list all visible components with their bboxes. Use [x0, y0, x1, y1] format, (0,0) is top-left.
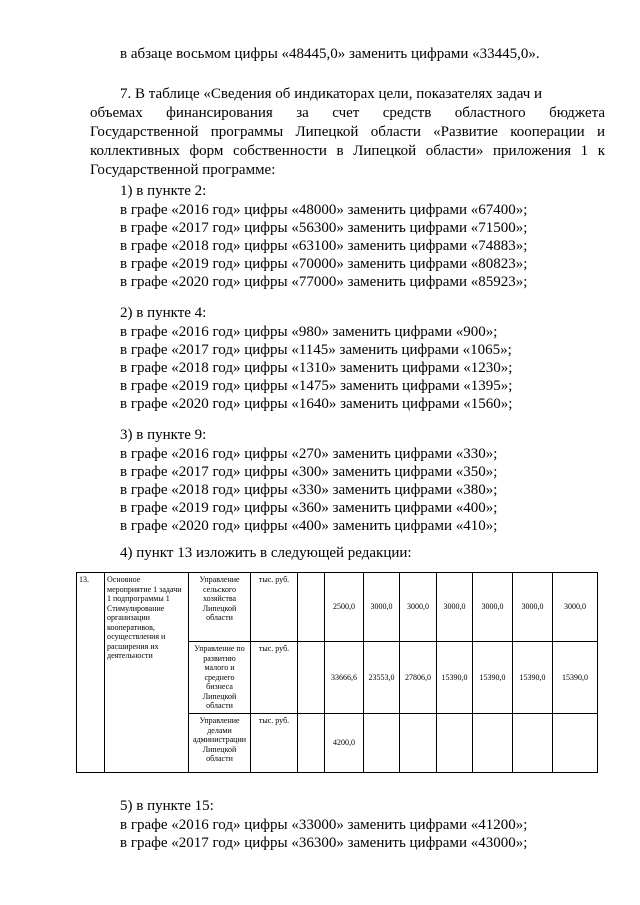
section1-heading: 1) в пункте 2:	[120, 183, 207, 199]
unit-cell: тыс. руб.	[251, 714, 298, 773]
value-cell	[298, 642, 325, 714]
value-cell: 3000,0	[553, 573, 598, 642]
section3-line: в графе «2019 год» цифры «360» заменить цифрами «400»;	[120, 500, 498, 516]
section1-line: в графе «2019 год» цифры «70000» заменить цифрами «80823»;	[120, 256, 528, 272]
executor-cell: Управление делами администрации Липецкой области	[189, 714, 251, 773]
item7-line-1: 7. В таблице «Сведения об индикаторах цели, показателях задач и	[120, 86, 543, 102]
unit-cell: тыс. руб.	[251, 642, 298, 714]
value-cell: 27806,0	[400, 642, 437, 714]
section3-line: в графе «2020 год» цифры «400» заменить цифрами «410»;	[120, 518, 498, 534]
unit-cell: тыс. руб.	[251, 573, 298, 642]
item7-line-3: Государственной программы Липецкой области «Развитие кооперации и	[90, 124, 605, 140]
section2-heading: 2) в пункте 4:	[120, 305, 207, 321]
value-cell	[513, 714, 553, 773]
item4-heading: 4) пункт 13 изложить в следующей редакции:	[120, 545, 412, 561]
section3-heading: 3) в пункте 9:	[120, 427, 207, 443]
section5-line: в графе «2016 год» цифры «33000» заменить цифрами «41200»;	[120, 817, 528, 833]
section2-line: в графе «2019 год» цифры «1475» заменить цифрами «1395»;	[120, 378, 513, 394]
value-cell	[473, 714, 513, 773]
value-cell: 3000,0	[364, 573, 400, 642]
value-cell: 33666,6	[325, 642, 364, 714]
item7-line-5: Государственной программе:	[90, 162, 276, 178]
section3-line: в графе «2018 год» цифры «330» заменить цифрами «380»;	[120, 482, 498, 498]
value-cell: 3000,0	[400, 573, 437, 642]
measure-name: Основное мероприятие 1 задачи 1 подпрограммы 1 Стимулирование организации кооперативов, осуществления и расширения их деятельности	[105, 573, 189, 773]
section1-line: в графе «2018 год» цифры «63100» заменить цифрами «74883»;	[120, 238, 528, 254]
table-row	[77, 573, 598, 642]
value-cell: 15390,0	[553, 642, 598, 714]
executor-cell: Управление по развитию малого и среднего бизнеса Липецкой области	[189, 642, 251, 714]
value-cell: 15390,0	[473, 642, 513, 714]
program-table	[76, 572, 598, 773]
section3-line: в графе «2016 год» цифры «270» заменить цифрами «330»;	[120, 446, 498, 462]
value-cell	[553, 714, 598, 773]
value-cell: 23553,0	[364, 642, 400, 714]
section1-line: в графе «2016 год» цифры «48000» заменить цифрами «67400»;	[120, 202, 528, 218]
value-cell	[400, 714, 437, 773]
executor-cell: Управление сельского хозяйства Липецкой области	[189, 573, 251, 642]
row-number: 13.	[77, 573, 105, 773]
value-cell	[298, 573, 325, 642]
section2-line: в графе «2017 год» цифры «1145» заменить цифрами «1065»;	[120, 342, 512, 358]
value-cell: 3000,0	[473, 573, 513, 642]
value-cell	[364, 714, 400, 773]
section3-line: в графе «2017 год» цифры «300» заменить цифрами «350»;	[120, 464, 498, 480]
value-cell: 3000,0	[513, 573, 553, 642]
value-cell: 15390,0	[437, 642, 473, 714]
section5-line: в графе «2017 год» цифры «36300» заменить цифрами «43000»;	[120, 835, 528, 851]
section1-line: в графе «2020 год» цифры «77000» заменить цифрами «85923»;	[120, 274, 528, 290]
section5-heading: 5) в пункте 15:	[120, 798, 214, 814]
value-cell	[298, 714, 325, 773]
intro-line: в абзаце восьмом цифры «48445,0» заменить цифрами «33445,0».	[120, 46, 540, 62]
value-cell: 2500,0	[325, 573, 364, 642]
item7-line-2: объемах финансирования за счет средств областного бюджета	[90, 105, 605, 121]
section1-line: в графе «2017 год» цифры «56300» заменить цифрами «71500»;	[120, 220, 528, 236]
section2-line: в графе «2020 год» цифры «1640» заменить цифрами «1560»;	[120, 396, 513, 412]
value-cell: 4200,0	[325, 714, 364, 773]
value-cell: 3000,0	[437, 573, 473, 642]
section2-line: в графе «2018 год» цифры «1310» заменить цифрами «1230»;	[120, 360, 513, 376]
value-cell: 15390,0	[513, 642, 553, 714]
item7-line-4: коллективных форм собственности в Липецкой области» приложения 1 к	[90, 143, 605, 159]
section2-line: в графе «2016 год» цифры «980» заменить цифрами «900»;	[120, 324, 498, 340]
value-cell	[437, 714, 473, 773]
